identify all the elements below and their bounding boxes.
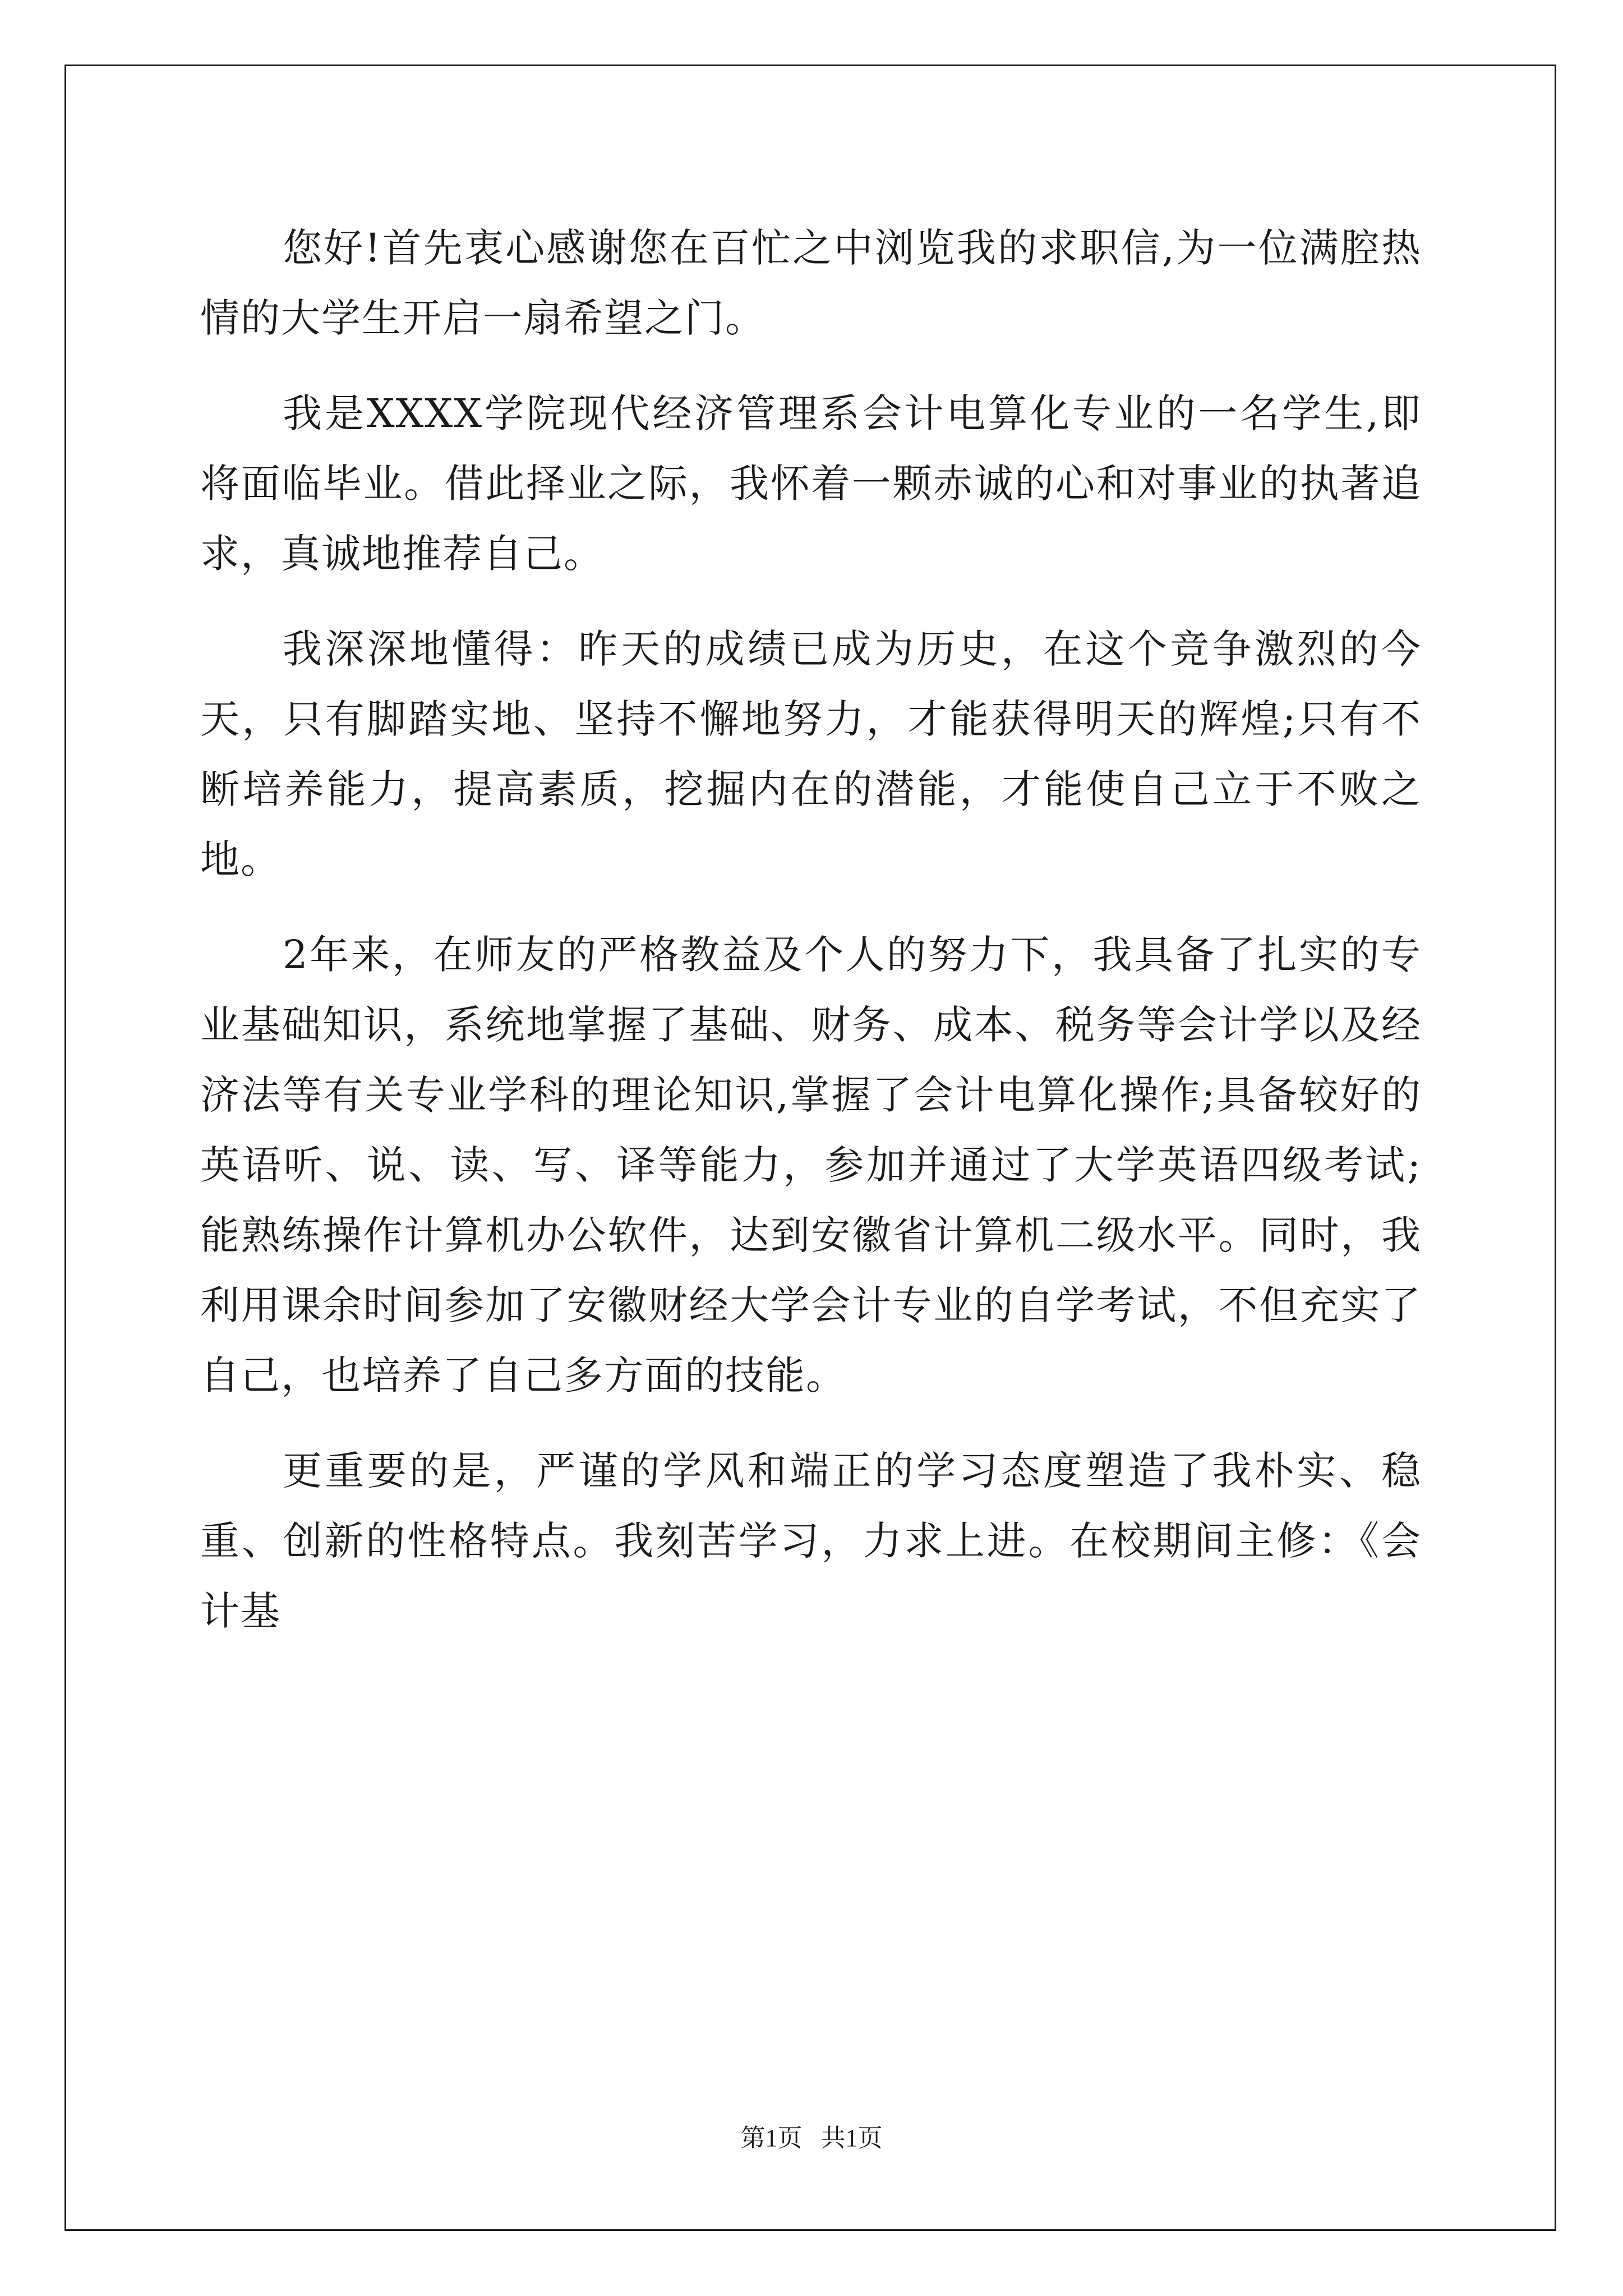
- paragraph-character: 更重要的是，严谨的学风和端正的学习态度塑造了我朴实、稳重、创新的性格特点。我刻苦学习，力求上进。在校期间主修：《会计基: [200, 1448, 1422, 1634]
- letter-body: [200, 213, 1422, 1672]
- paragraph-introduction: 我是XXXX学院现代经济管理系会计电算化专业的一名学生,即将面临毕业。借此择业之际，我怀着一颗赤诚的心和对事业的执著追求，真诚地推荐自己。: [200, 390, 1422, 577]
- paragraph-greeting: 您好!首先衷心感谢您在百忙之中浏览我的求职信,为一位满腔热情的大学生开启一扇希望之门。: [200, 225, 1422, 341]
- page-number-footer: 第1页 共1页: [740, 2124, 883, 2152]
- paragraph-motivation: 我深深地懂得：昨天的成绩已成为历史，在这个竞争激烈的今天，只有脚踏实地、坚持不懈地努力，才能获得明天的辉煌;只有不断培养能力，提高素质，挖掘内在的潜能，才能使自己立于不败之地。: [200, 626, 1422, 882]
- paragraph-skills: 2年来，在师友的严格教益及个人的努力下，我具备了扎实的专业基础知识，系统地掌握了基础、财务、成本、税务等会计学以及经济法等有关专业学科的理论知识,掌握了会计电算化操作;具备较好的英语听、说、读、写、译等能力，参加并通过了大学英语四级考试;能熟练操作计算机办公软件，达到安徽省计算机二级水平。同时，我利用课余时间参加了安徽财经大学会计专业的自学考试，不但充实了自己，也培养了自己多方面的技能。: [200, 932, 1422, 1398]
